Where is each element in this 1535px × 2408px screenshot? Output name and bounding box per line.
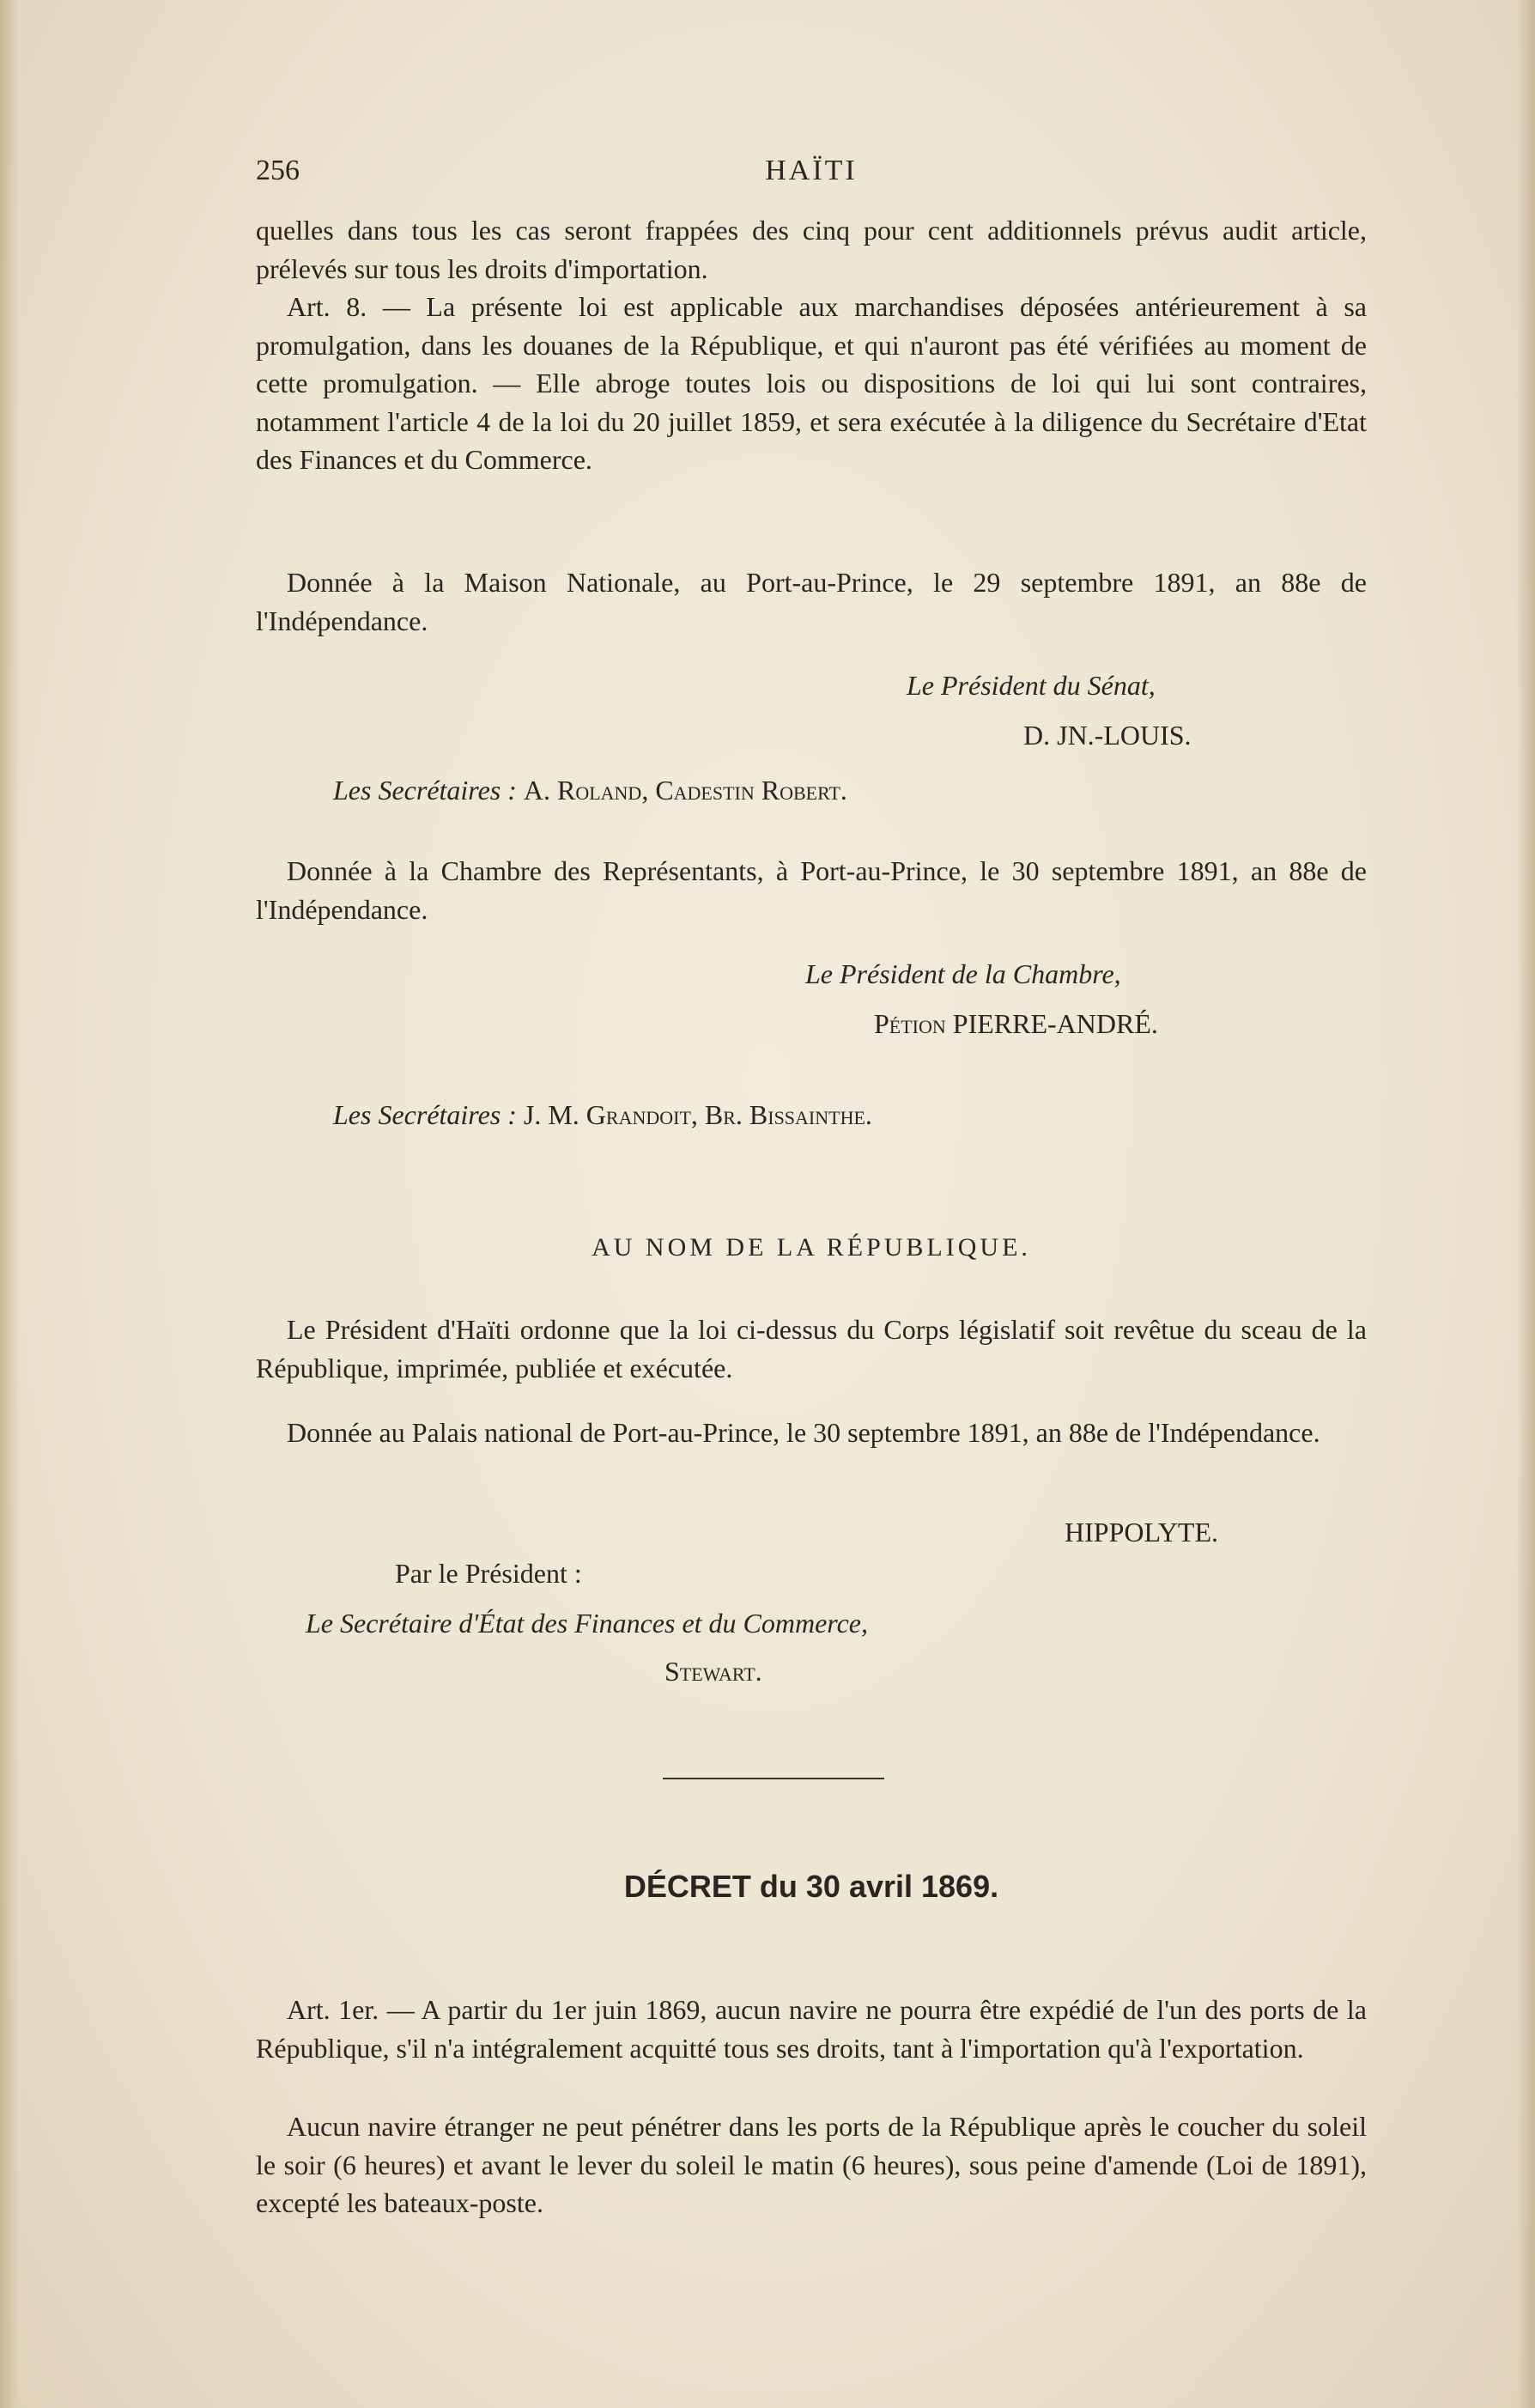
- decree-article-1: Art. 1er. — A partir du 1er juin 1869, aucun navire ne pourra être expédié de l'un des ports de la République, s'il n'a intégralement acquitté tous ses droits, tant à l'importation qu'à l'exportation.: [256, 1994, 1367, 2064]
- chamber-secretaries-label: Les Secrétaires :: [333, 1099, 517, 1130]
- by-president: Par le Président :: [395, 1558, 582, 1589]
- section-divider: [663, 1778, 884, 1779]
- paragraph-article-8: Art. 8. — La présente loi est applicable aux marchandises déposées antérieurement à sa promulgation, dans les douanes de la République, et qui n'auront pas été vérifiées au moment de cette promulgation. — Elle abroge toutes lois ou dispositions de loi qui lui sont contraires, notamment l'article 4 de la loi du 20 juillet 1859, et sera exécutée à la diligence du Secrétaire d'Etat des Finances et du Commerce.: [256, 291, 1367, 475]
- page-edge-left: [0, 0, 19, 2408]
- page-number: 256: [256, 155, 300, 186]
- chamber-president-title: Le Président de la Chambre,: [805, 958, 1121, 989]
- running-title: HAÏTI: [765, 155, 858, 186]
- republic-order: Le Président d'Haïti ordonne que la loi ci-dessus du Corps législatif soit revêtue du sceau de la République, imprimée, publiée et exécutée.: [256, 1314, 1367, 1383]
- republic-heading: AU NOM DE LA RÉPUBLIQUE.: [592, 1233, 1031, 1262]
- senate-president-name: D. JN.-LOUIS.: [1023, 720, 1192, 751]
- senate-secretaries-label: Les Secrétaires :: [333, 775, 517, 806]
- secretary-name: Stewart.: [664, 1656, 762, 1687]
- chamber-president-last: PIERRE-ANDRÉ.: [952, 1008, 1158, 1039]
- chamber-secretaries-names: J. M. Grandoit, Br. Bissainthe.: [523, 1099, 872, 1130]
- senate-given-at: Donnée à la Maison Nationale, au Port-au-Prince, le 29 septembre 1891, an 88e de l'Indépendance.: [256, 567, 1367, 636]
- chamber-president-name: [874, 1005, 1158, 1043]
- signature-hippolyte: HIPPOLYTE.: [1065, 1517, 1219, 1548]
- paragraph-continuation: quelles dans tous les cas seront frappées des cinq pour cent additionnels prévus audit article, prélevés sur tous les droits d'importation.: [256, 215, 1367, 284]
- page-header: [256, 155, 1367, 198]
- secretary-title: Le Secrétaire d'État des Finances et du Commerce,: [306, 1608, 868, 1639]
- decree-title: DÉCRET du 30 avril 1869.: [623, 1869, 999, 1904]
- chamber-president-first: Pétion: [874, 1008, 946, 1039]
- chamber-given-at: Donnée à la Chambre des Représentants, à Port-au-Prince, le 30 septembre 1891, an 88e de l'Indépendance.: [256, 855, 1367, 925]
- republic-given-at: Donnée au Palais national de Port-au-Prince, le 30 septembre 1891, an 88e de l'Indépendance.: [287, 1417, 1320, 1448]
- senate-president-title: Le Président du Sénat,: [907, 670, 1156, 701]
- page-edge-right: [1516, 0, 1535, 2408]
- chamber-secretaries: [333, 1096, 872, 1134]
- senate-secretaries: [333, 771, 847, 809]
- senate-secretaries-names: A. Roland, Cadestin Robert.: [523, 775, 847, 806]
- decree-paragraph-2: Aucun navire étranger ne peut pénétrer dans les ports de la République après le coucher du soleil le soir (6 heures) et avant le lever du soleil le matin (6 heures), sous peine d'amende (Loi de 1891), excepté les bateaux-poste.: [256, 2111, 1367, 2218]
